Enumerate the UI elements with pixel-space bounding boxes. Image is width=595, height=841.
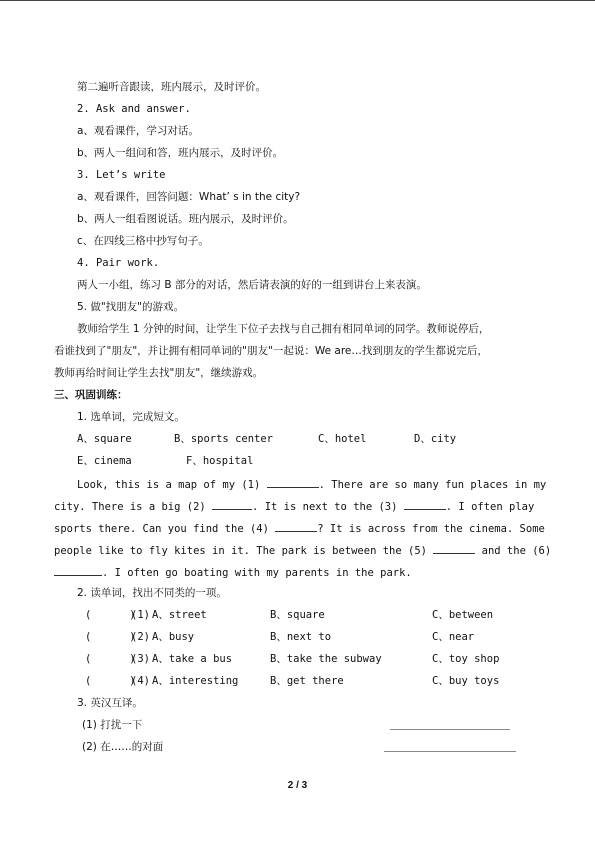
- passage-text: ? It is across from the cinema. Some: [317, 523, 545, 535]
- step2-b: b、两人一组问和答，班内展示，及时评价。: [77, 147, 284, 159]
- step3-a: a、观看课件，回答问题：What’ s in the city?: [77, 191, 301, 203]
- q1-title: 1. 选单词，完成短文。: [77, 411, 185, 423]
- option-f: F、hospital: [186, 455, 254, 467]
- option-b: B、sports center: [174, 433, 274, 445]
- option-d: D、city: [414, 433, 457, 445]
- q2-row3-a: A、take a bus: [152, 653, 233, 665]
- q3-answer-line-2[interactable]: [384, 751, 516, 752]
- passage-line-1: [77, 476, 546, 492]
- option-e: E、cinema: [77, 455, 132, 467]
- blank-6[interactable]: [54, 564, 102, 576]
- blank-3[interactable]: [404, 498, 446, 510]
- q2-row2-paren[interactable]: ( ): [85, 631, 136, 643]
- q3-item-1: (1) 打扰一下: [82, 719, 143, 731]
- passage-line-5: [54, 564, 412, 580]
- passage-line-4: [54, 542, 551, 558]
- step-listen-repeat: 第二遍听音跟读，班内展示，及时评价。: [77, 81, 266, 93]
- step5-para-1: 教师给学生 1 分钟的时间，让学生下位子去找与自己拥有相同单词的同学。教师说停后，: [77, 323, 490, 335]
- q2-row3-num: (3): [131, 653, 150, 665]
- page-top-border: [0, 0, 595, 1]
- passage-text: city. There is a big (2): [54, 501, 206, 513]
- passage-text: and the (6): [475, 545, 552, 557]
- q2-row4-num: (4): [131, 675, 150, 687]
- passage-text: . I often go boating with my parents in the park.: [102, 567, 412, 579]
- passage-text: sports there. Can you find the (4): [54, 523, 269, 535]
- q3-item-2: (2) 在……的对面: [82, 741, 164, 753]
- q2-title: 2. 读单词，找出不同类的一项。: [77, 587, 227, 599]
- step4-title: 4. Pair work.: [77, 257, 160, 269]
- q2-row1-paren[interactable]: ( ): [85, 609, 136, 621]
- step2-a: a、观看课件，学习对话。: [77, 125, 199, 137]
- q2-row2-c: C、near: [432, 631, 475, 643]
- q2-row3-b: B、take the subway: [270, 653, 382, 665]
- q2-row1-a: A、street: [152, 609, 207, 621]
- practice-heading: 三、巩固训练：: [54, 389, 128, 401]
- q2-row4-paren[interactable]: ( ): [85, 675, 136, 687]
- blank-4[interactable]: [275, 520, 317, 532]
- step3-b: b、两人一组看图说话。班内展示，及时评价。: [77, 213, 294, 225]
- passage-line-2: [54, 498, 534, 514]
- step3-c: c、在四线三格中抄写句子。: [77, 235, 209, 247]
- q3-answer-line-1[interactable]: [390, 729, 510, 730]
- passage-text: . I often play: [445, 501, 535, 513]
- step5-para-3: 教师再给时间让学生去找"朋友"，继续游戏。: [54, 367, 264, 379]
- passage-text: people like to fly kites in it. The park is between the (5): [54, 545, 427, 557]
- q2-row1-c: C、between: [432, 609, 494, 621]
- q2-row1-num: (1): [131, 609, 150, 621]
- passage-text: . It is next to the (3): [252, 501, 398, 513]
- step5-title: 5. 做"找朋友"的游戏。: [77, 301, 185, 313]
- passage-text: Look, this is a map of my (1): [77, 479, 261, 491]
- option-a: A、square: [77, 433, 132, 445]
- step4-desc: 两人一小组，练习 B 部分的对话，然后请表演的好的一组到讲台上来表演。: [77, 279, 427, 291]
- q2-row4-b: B、get there: [270, 675, 344, 687]
- q2-row2-num: (2): [131, 631, 150, 643]
- step2-title: 2. Ask and answer.: [77, 103, 191, 115]
- option-c: C、hotel: [318, 433, 367, 445]
- q2-row4-a: A、interesting: [152, 675, 239, 687]
- q2-row1-b: B、square: [270, 609, 325, 621]
- blank-5[interactable]: [433, 542, 475, 554]
- q2-row2-b: B、next to: [270, 631, 332, 643]
- step5-para-2: 看谁找到了"朋友"，并让拥有相同单词的"朋友"一起说：We are…找到朋友的学生都说完后，: [54, 345, 488, 357]
- blank-2[interactable]: [212, 498, 252, 510]
- q2-row3-c: C、toy shop: [432, 653, 500, 665]
- page-number: 2 / 3: [287, 780, 308, 791]
- passage-line-3: [54, 520, 545, 536]
- passage-text: . There are so many fun places in my: [318, 479, 547, 491]
- q3-title: 3. 英汉互译。: [77, 697, 143, 709]
- step3-title: 3. Let’s write: [77, 169, 166, 181]
- q2-row3-paren[interactable]: ( ): [85, 653, 136, 665]
- q2-row2-a: A、busy: [152, 631, 195, 643]
- blank-1[interactable]: [267, 476, 319, 488]
- q2-row4-c: C、buy toys: [432, 675, 500, 687]
